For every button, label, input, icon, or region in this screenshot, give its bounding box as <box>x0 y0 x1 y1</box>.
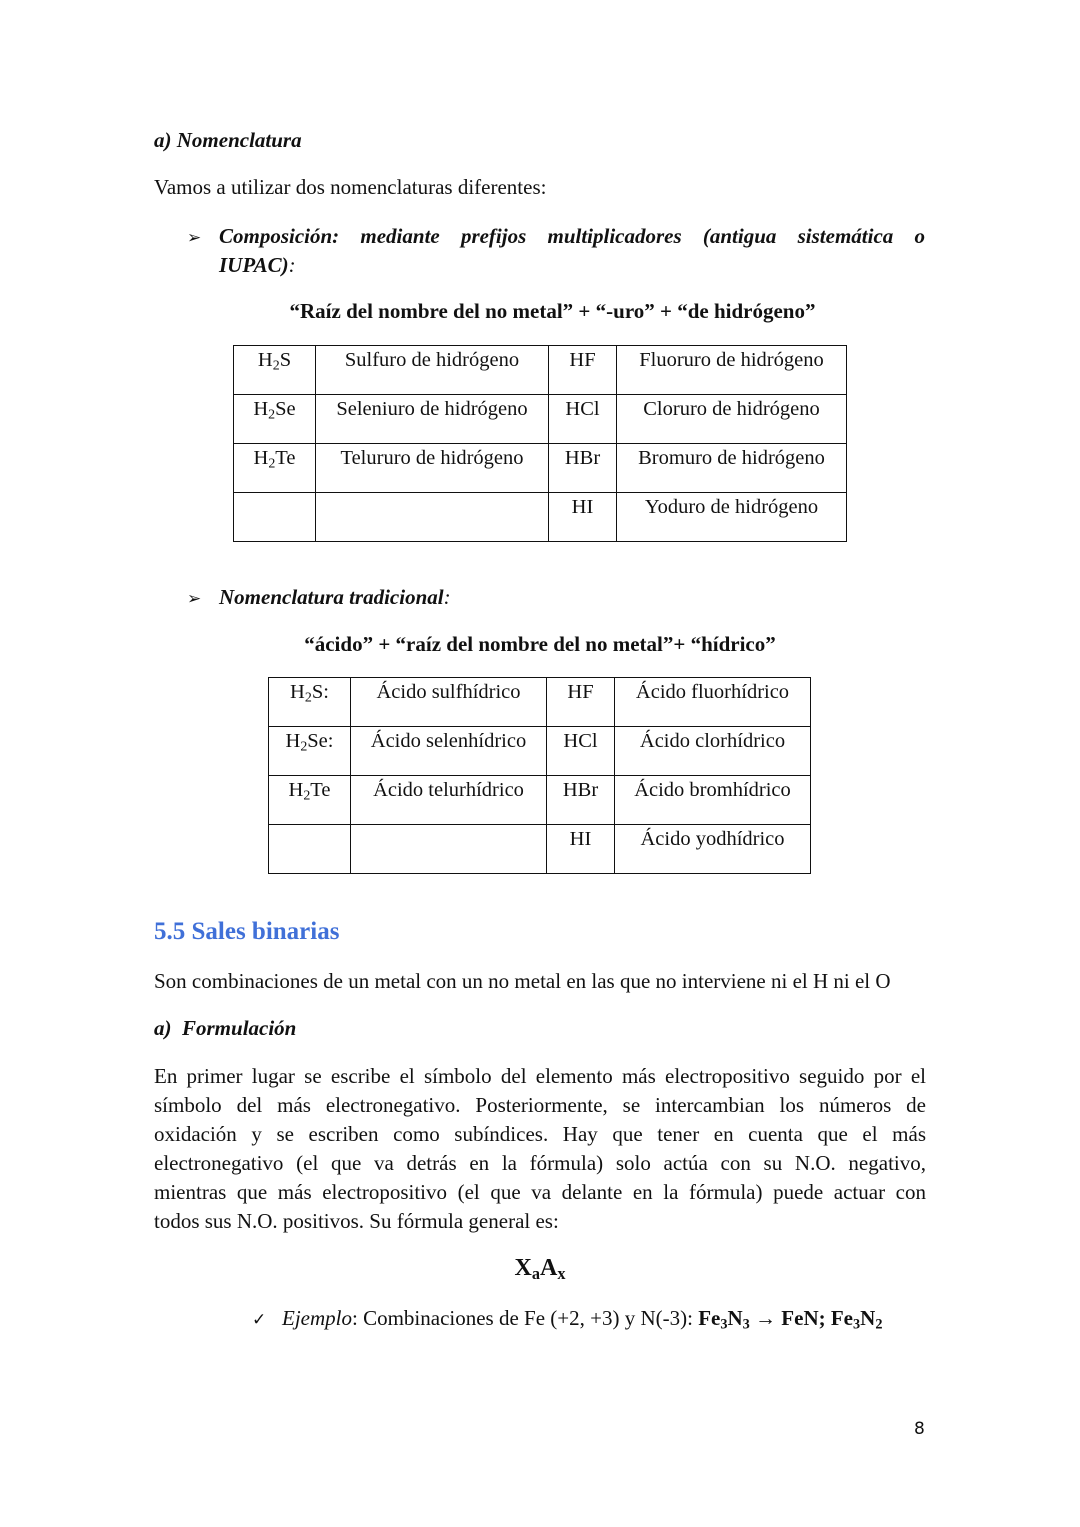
formula-cell: $H_2S$ <box>234 346 316 395</box>
formulation-paragraph <box>154 1062 926 1236</box>
paragraph-line: En primer lugar se escribe el símbolo del elemento más electropositivo seguido por el <box>154 1064 926 1088</box>
name-cell: Ácido selenhídrico <box>351 727 547 776</box>
name-cell <box>316 493 549 542</box>
name-cell: Ácido yodhídrico <box>615 825 811 874</box>
formula-cell: HBr <box>549 444 617 493</box>
composition-label-line1: Composición: mediante prefijos multiplicadores (antigua sistemática o <box>219 224 925 248</box>
formula-cell: $H_2Te$ <box>234 444 316 493</box>
arrow-icon: → <box>749 1306 782 1330</box>
name-cell: Ácido clorhídrico <box>615 727 811 776</box>
traditional-label: Nomenclatura tradicional: <box>219 585 451 609</box>
name-cell: Ácido fluorhídrico <box>615 678 811 727</box>
formula-cell: HCl <box>549 395 617 444</box>
name-cell: Ácido bromhídrico <box>615 776 811 825</box>
composition-table <box>233 345 847 542</box>
table-row <box>269 727 811 776</box>
arrow-bullet-icon: ➢ <box>187 228 202 248</box>
section-a-title: a) Nomenclatura <box>154 128 302 152</box>
formula-cell <box>234 493 316 542</box>
page-number: 8 <box>914 1419 925 1439</box>
table-row <box>269 678 811 727</box>
name-cell: Ácido telurhídrico <box>351 776 547 825</box>
paragraph-line: electronegativo (el que va detrás en la fórmula) solo actúa con su N.O. negativo, <box>154 1151 926 1175</box>
arrow-bullet-icon: ➢ <box>187 589 202 609</box>
formula-cell: HBr <box>547 776 615 825</box>
traditional-rule: “ácido” + “raíz del nombre del no metal”+ “hídrico” <box>304 632 776 656</box>
formula-cell: HI <box>549 493 617 542</box>
traditional-table <box>268 677 811 874</box>
check-icon: ✓ <box>252 1310 267 1330</box>
intro-text: Vamos a utilizar dos nomenclaturas diferentes: <box>154 175 547 199</box>
formula-cell: $H_2Te$ <box>269 776 351 825</box>
table-row <box>234 346 847 395</box>
name-cell: Cloruro de hidrógeno <box>617 395 847 444</box>
formula-fen: FeN; <box>781 1306 831 1330</box>
section-description: Son combinaciones de un metal con un no metal en las que no interviene ni el H ni el O <box>154 969 891 993</box>
name-cell: Bromuro de hidrógeno <box>617 444 847 493</box>
paragraph-line: mientras que más electropositivo (el que va delante en la fórmula) puede actuar con <box>154 1180 926 1204</box>
table-row <box>269 825 811 874</box>
formulation-title: a) Formulación <box>154 1016 297 1040</box>
formula-cell: HF <box>549 346 617 395</box>
name-cell: Yoduro de hidrógeno <box>617 493 847 542</box>
formula-cell: HI <box>547 825 615 874</box>
name-cell: Ácido sulfhídrico <box>351 678 547 727</box>
table-row <box>234 444 847 493</box>
general-formula: $X_aA_x$ <box>514 1255 566 1284</box>
table-row <box>269 776 811 825</box>
name-cell: Seleniuro de hidrógeno <box>316 395 549 444</box>
formula-cell: $H_2S$: <box>269 678 351 727</box>
composition-label-line2: IUPAC): <box>219 253 296 277</box>
formula-cell: $H_2Se$ <box>234 395 316 444</box>
example-line: ✓ Ejemplo: Combinaciones de Fe (+2, +3) y N(-3): $Fe_3N_3$ → FeN; $Fe_3N_2$ <box>252 1306 883 1333</box>
formula-fe3n2: $Fe_3N_2$ <box>830 1306 883 1333</box>
paragraph-line: oxidación y se escriben como subíndices. Hay que tener en cuenta que el más <box>154 1122 926 1146</box>
composition-rule: “Raíz del nombre del no metal” + “-uro” + “de hidrógeno” <box>289 299 816 323</box>
formula-fe3n3: $Fe_3N_3$ <box>698 1306 750 1333</box>
paragraph-line: símbolo del más electronegativo. Posteriormente, se intercambian los números de <box>154 1093 926 1117</box>
table-row <box>234 493 847 542</box>
paragraph-line: todos sus N.O. positivos. Su fórmula general es: <box>154 1209 559 1233</box>
formula-cell: $H_2Se$: <box>269 727 351 776</box>
name-cell: Fluoruro de hidrógeno <box>617 346 847 395</box>
formula-cell: HF <box>547 678 615 727</box>
name-cell: Telururo de hidrógeno <box>316 444 549 493</box>
name-cell <box>351 825 547 874</box>
name-cell: Sulfuro de hidrógeno <box>316 346 549 395</box>
formula-cell <box>269 825 351 874</box>
formula-cell: HCl <box>547 727 615 776</box>
section-heading: 5.5 Sales binarias <box>154 918 340 945</box>
table-row <box>234 395 847 444</box>
